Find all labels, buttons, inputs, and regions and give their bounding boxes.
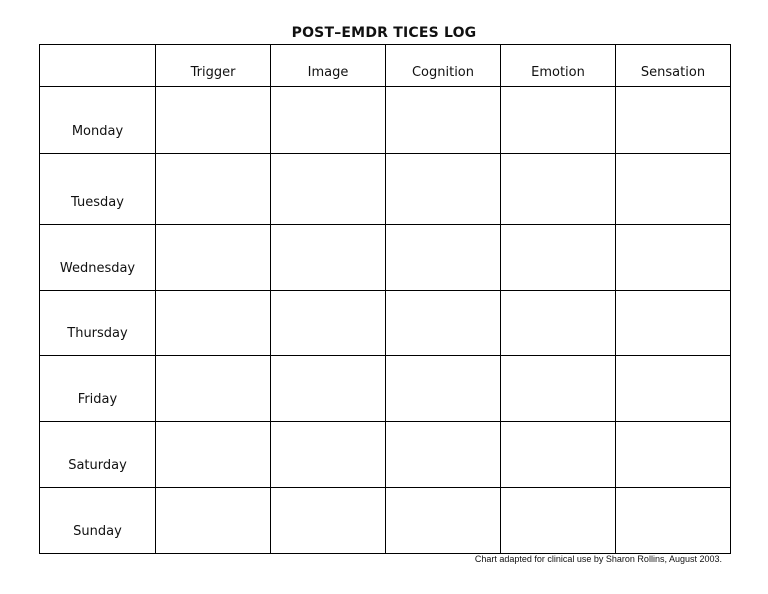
- cell-saturday-image: [271, 422, 386, 488]
- row-sunday: [40, 488, 731, 554]
- cell-friday-emotion: [501, 356, 616, 422]
- row-wednesday: [40, 225, 731, 291]
- row-saturday: [40, 422, 731, 488]
- cell-tuesday-cognition: [386, 154, 501, 225]
- day-label-thursday: Thursday: [40, 291, 156, 356]
- cell-wednesday-trigger: [156, 225, 271, 291]
- cell-friday-image: [271, 356, 386, 422]
- row-thursday: [40, 291, 731, 356]
- cell-saturday-sensation: [616, 422, 731, 488]
- cell-wednesday-image: [271, 225, 386, 291]
- day-label-saturday: Saturday: [40, 422, 156, 488]
- row-monday: [40, 87, 731, 154]
- cell-thursday-image: [271, 291, 386, 356]
- cell-friday-trigger: [156, 356, 271, 422]
- footer-credit: Chart adapted for clinical use by Sharon Rollins, August 2003.: [474, 554, 722, 564]
- header-row: [40, 45, 731, 87]
- column-header-blank: [40, 45, 156, 87]
- cell-monday-sensation: [616, 87, 731, 154]
- day-label-sunday: Sunday: [40, 488, 156, 554]
- cell-friday-cognition: [386, 356, 501, 422]
- cell-sunday-cognition: [386, 488, 501, 554]
- cell-friday-sensation: [616, 356, 731, 422]
- cell-tuesday-sensation: [616, 154, 731, 225]
- page-title: POST–EMDR TICES LOG: [291, 25, 477, 41]
- column-header-image: Image: [271, 45, 386, 87]
- cell-saturday-cognition: [386, 422, 501, 488]
- cell-wednesday-sensation: [616, 225, 731, 291]
- cell-thursday-sensation: [616, 291, 731, 356]
- cell-wednesday-cognition: [386, 225, 501, 291]
- cell-tuesday-trigger: [156, 154, 271, 225]
- column-header-sensation: Sensation: [616, 45, 731, 87]
- cell-thursday-cognition: [386, 291, 501, 356]
- cell-monday-trigger: [156, 87, 271, 154]
- row-friday: [40, 356, 731, 422]
- cell-sunday-trigger: [156, 488, 271, 554]
- day-label-monday: Monday: [40, 87, 156, 154]
- log-table: [39, 44, 731, 554]
- cell-sunday-sensation: [616, 488, 731, 554]
- cell-tuesday-emotion: [501, 154, 616, 225]
- cell-wednesday-emotion: [501, 225, 616, 291]
- column-header-cognition: Cognition: [386, 45, 501, 87]
- cell-tuesday-image: [271, 154, 386, 225]
- cell-monday-emotion: [501, 87, 616, 154]
- cell-monday-cognition: [386, 87, 501, 154]
- cell-sunday-emotion: [501, 488, 616, 554]
- cell-monday-image: [271, 87, 386, 154]
- day-label-tuesday: Tuesday: [40, 154, 156, 225]
- cell-thursday-emotion: [501, 291, 616, 356]
- cell-saturday-trigger: [156, 422, 271, 488]
- row-tuesday: [40, 154, 731, 225]
- column-header-emotion: Emotion: [501, 45, 616, 87]
- cell-thursday-trigger: [156, 291, 271, 356]
- cell-sunday-image: [271, 488, 386, 554]
- column-header-trigger: Trigger: [156, 45, 271, 87]
- day-label-friday: Friday: [40, 356, 156, 422]
- day-label-wednesday: Wednesday: [40, 225, 156, 291]
- cell-saturday-emotion: [501, 422, 616, 488]
